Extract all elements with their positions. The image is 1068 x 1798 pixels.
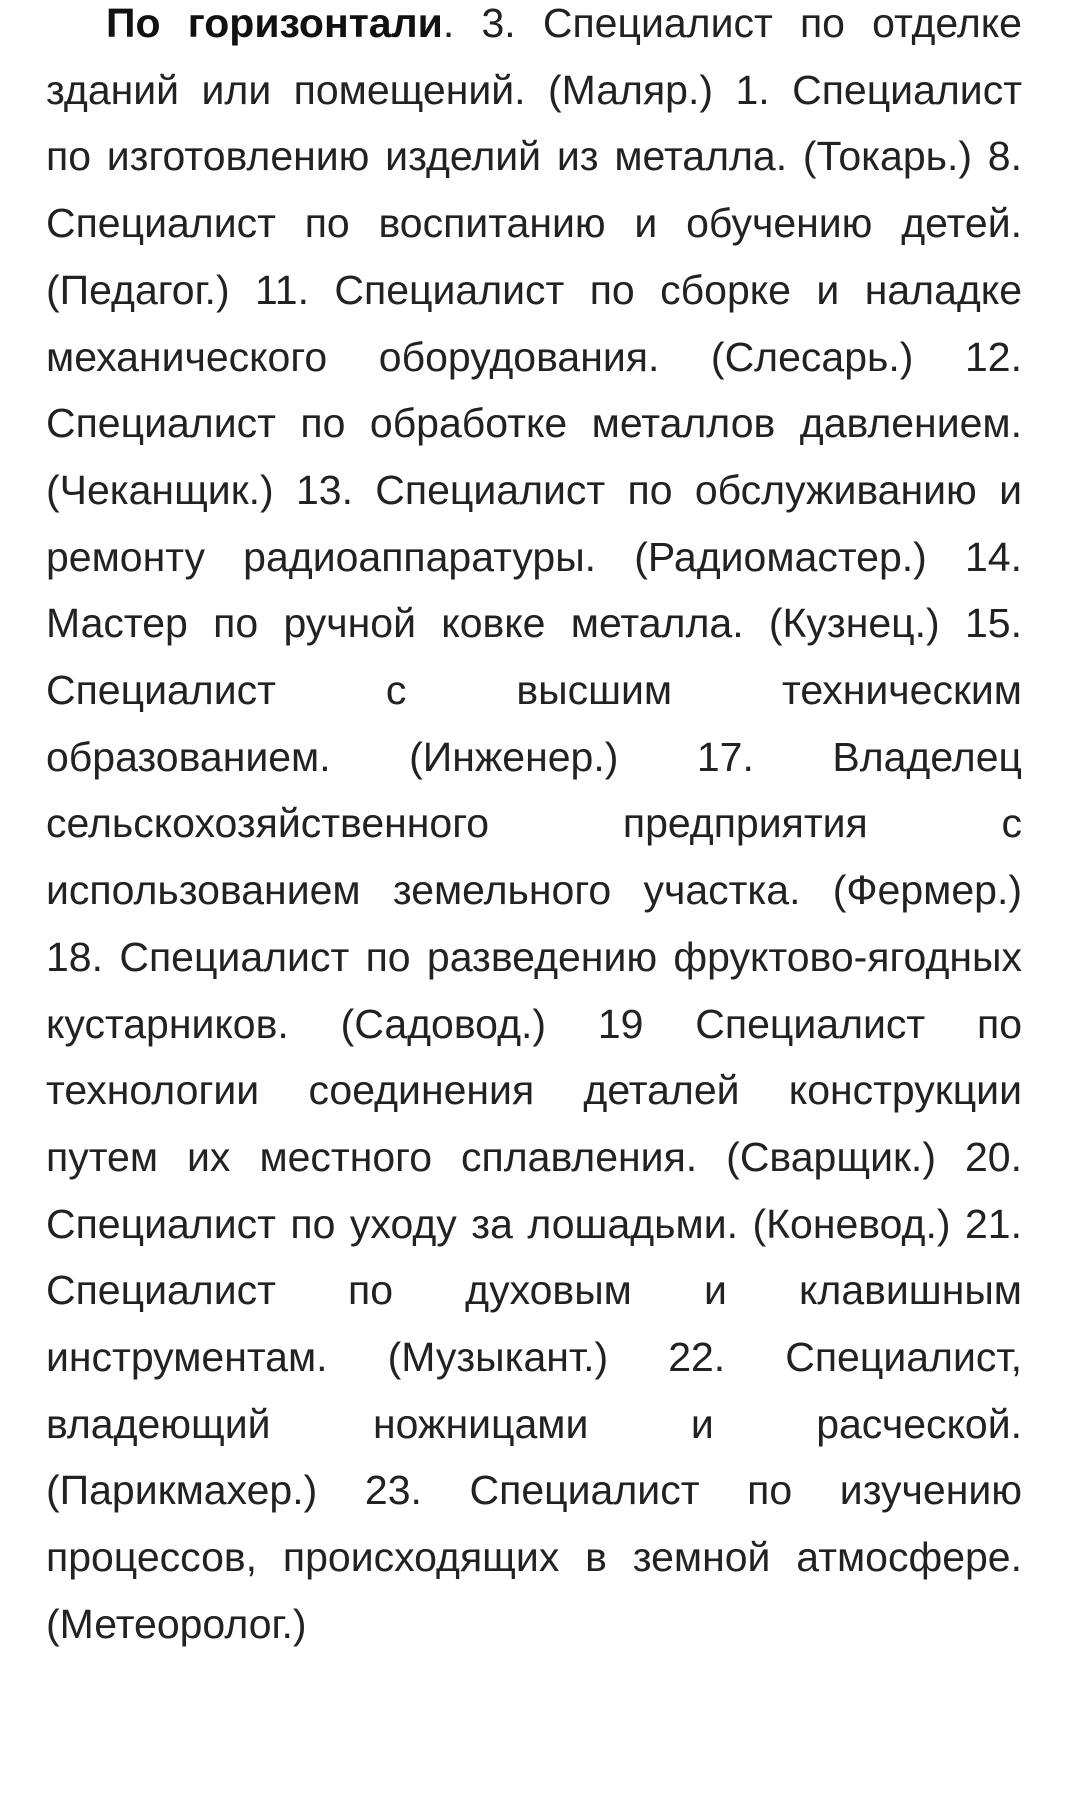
clues-text: . 3. Специалист по отделке зданий или помещений. (Маляр.) 1. Специалист по изготовлению изделий из металла. (Токарь.) 8. Специалист по воспитанию и обучению детей. (Педагог.) 11. Специалист по сборке и наладке механического оборудования. (Слесарь.) 12. Специалист по обработке металлов давлением. (Чеканщик.) 13. Специалист по обслуживанию и ремонту радиоаппаратуры. (Радиомастер.) 14. Мастер по ручной ковке металла. (Кузнец.) 15. Специалист с высшим техническим образованием. (Инженер.) 17. Владелец сельскохозяйственного предприятия с использованием земельного участка. (Фермер.) 18. Специалист по разведению фруктово-ягодных кустарников. (Садовод.) 19 Специалист по технологии соединения деталей конструкции путем их местного сплавления. (Сварщик.) 20. Специалист по уходу за лошадьми. (Коневод.) 21. Специалист по духовым и клавишным инструментам. (Музыкант.) 22. Специалист, владеющий ножницами и расческой. (Парикмахер.) 23. Специалист по изучению процессов, происходящих в земной атмосфере. (Метеоролог.) — [46, 0, 1022, 1647]
section-heading: По горизонтали — [106, 0, 443, 46]
document-page — [46, 0, 1022, 1668]
crossword-clues-paragraph — [46, 0, 1022, 1658]
